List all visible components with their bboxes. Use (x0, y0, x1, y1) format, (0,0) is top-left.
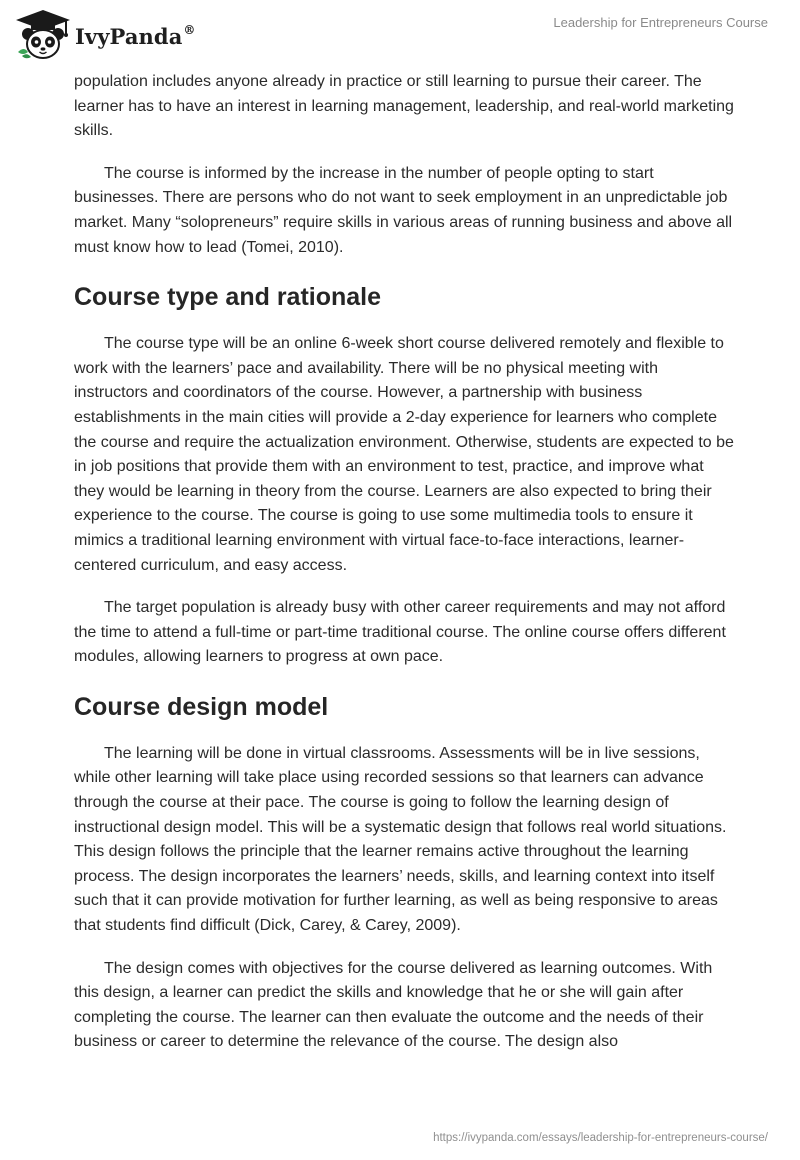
page-header (0, 0, 800, 70)
essay-body (74, 70, 734, 1073)
document-title: Leadership for Entrepreneurs Course (553, 15, 768, 30)
panda-graduation-cap-icon (14, 8, 72, 60)
logo[interactable] (14, 8, 196, 60)
brand-text: IvyPanda (75, 23, 183, 49)
source-url[interactable]: https://ivypanda.com/essays/leadership-for-entrepreneurs-course/ (433, 1132, 768, 1144)
section-heading: Course design model (74, 692, 329, 721)
paragraph: The design comes with objectives for the course delivered as learning outcomes. With this design, a learner can predict the skills and knowledge that he or she will gain after completing the course. The learner can then evaluate the outcome and the needs of their business or career to determine the relevance of the course. The design also (74, 959, 713, 1051)
paragraph: population includes anyone already in practice or still learning to pursue their career. The learner has to have an interest in learning management, leadership, and real-world marketing skills. (74, 73, 734, 140)
registered-mark: ® (183, 22, 196, 37)
paragraph: The course type will be an online 6-week short course delivered remotely and flexible to work with the learners’ pace and availability. There will be no physical meeting with instructors and coordinators of the course. However, a partnership with business establishments in the main cities will provide a 2-day experience for learners who complete the course and require the actualization environment. Otherwise, students are expected to be in job positions that provide them with an environment to test, practice, and improve what they would be learning in theory from the course. Learners are also expected to bring their experience to the course. The course is going to use some multimedia tools to ensure it mimics a traditional learning environment with virtual face-to-face interactions, learner-centered curriculum, and easy access. (74, 335, 734, 574)
brand-name (75, 24, 196, 49)
paragraph: The target population is already busy with other career requirements and may not afford the time to attend a full-time or part-time traditional course. The online course offers different modules, allowing learners to progress at own pace. (74, 599, 726, 666)
paragraph: The course is informed by the increase in the number of people opting to start businesses. There are persons who do not want to seek employment in an unpredictable job market. Many “solopreneurs” require skills in various areas of running business and above all must know how to lead (Tomei, 2010). (74, 164, 733, 256)
section-heading: Course type and rationale (74, 283, 382, 312)
paragraph: The learning will be done in virtual classrooms. Assessments will be in live sessions, while other learning will take place using recorded sessions so that learners can advance through the course at their pace. The course is going to follow the learning design of instructional design model. This will be a systematic design that follows real world situations. This design follows the principle that the learner remains active throughout the learning process. The design incorporates the learners’ needs, skills, and learning context into itself such that it can provide motivation for further learning, as well as being responsive to areas that students find difficult (Dick, Carey, & Carey, 2009). (74, 744, 727, 935)
